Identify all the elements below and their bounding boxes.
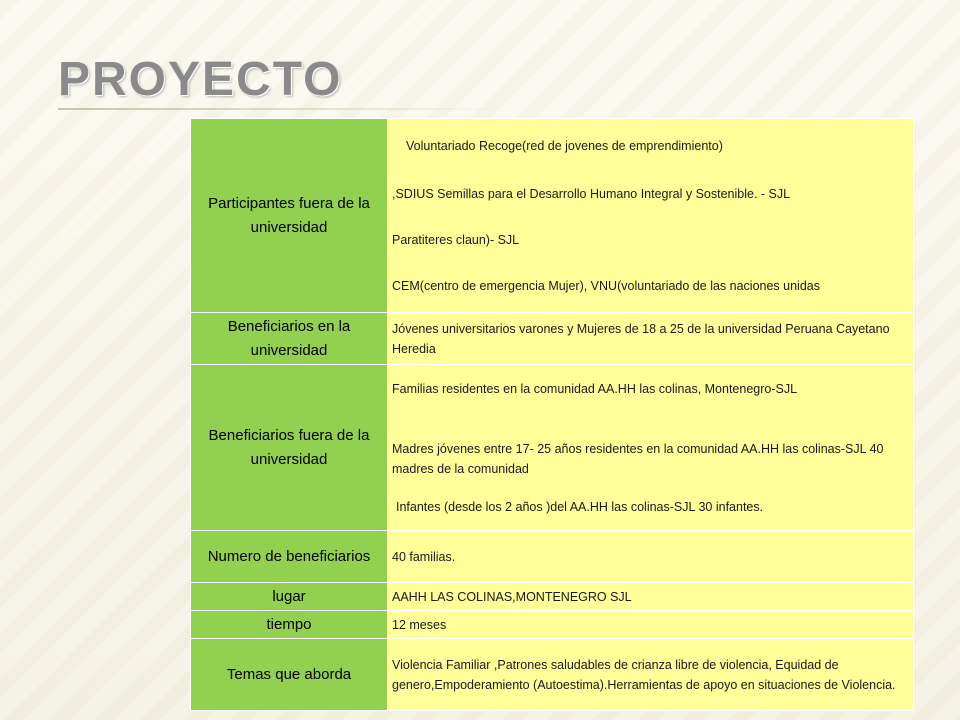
value-line: AAHH LAS COLINAS,MONTENEGRO SJL (392, 589, 632, 604)
table-row-beneficiaries-in (191, 313, 914, 365)
row-label: Temas que aborda (191, 639, 388, 711)
value-line: CEM(centro de emergencia Mujer), VNU(voluntariado de las naciones unidas (392, 278, 820, 293)
value-line: 40 familias. (392, 549, 456, 564)
row-value (388, 365, 914, 531)
value-line: Voluntariado Recoge(red de jovenes de emprendimiento) (406, 138, 723, 153)
table-row-place (191, 583, 914, 611)
title-underline (58, 108, 508, 110)
row-value (388, 639, 914, 711)
value-line: Paratiteres claun)- SJL (392, 232, 520, 247)
table-row-duration (191, 611, 914, 639)
row-label: Participantes fuera de la universidad (191, 119, 388, 313)
row-label: Numero de beneficiarios (191, 531, 388, 583)
row-label: lugar (191, 583, 388, 611)
row-value (388, 611, 914, 639)
row-label: Beneficiarios fuera de la universidad (191, 365, 388, 531)
project-table (190, 118, 914, 711)
value-line: Infantes (desde los 2 años )del AA.HH las colinas-SJL 30 infantes. (396, 499, 764, 514)
value-line: Jóvenes universitarios varones y Mujeres de 18 a 25 de la universidad Peruana Cayetano Heredia (392, 321, 890, 356)
table-row-beneficiaries-out (191, 365, 914, 531)
row-value (388, 531, 914, 583)
row-value (388, 583, 914, 611)
row-value (388, 313, 914, 365)
value-line: Familias residentes en la comunidad AA.HH las colinas, Montenegro-SJL (392, 381, 798, 396)
value-line: ,SDIUS Semillas para el Desarrollo Humano Integral y Sostenible. - SJL (392, 186, 791, 201)
row-label: tiempo (191, 611, 388, 639)
value-line: Violencia Familiar ,Patrones saludables de crianza libre de violencia, Equidad de genero,Empoderamiento (Autoestima).Herramientas de apoyo en situaciones de Violencia. (392, 657, 896, 692)
slide-title: PROYECTO (58, 53, 343, 106)
table-row-beneficiary-count (191, 531, 914, 583)
value-line: 12 meses (392, 617, 447, 632)
table-row-topics (191, 639, 914, 711)
row-value (388, 119, 914, 313)
row-label: Beneficiarios en la universidad (191, 313, 388, 365)
value-line: Madres jóvenes entre 17- 25 años residentes en la comunidad AA.HH las colinas-SJL 40 madres de la comunidad (392, 441, 884, 476)
table-row-participants (191, 119, 914, 313)
